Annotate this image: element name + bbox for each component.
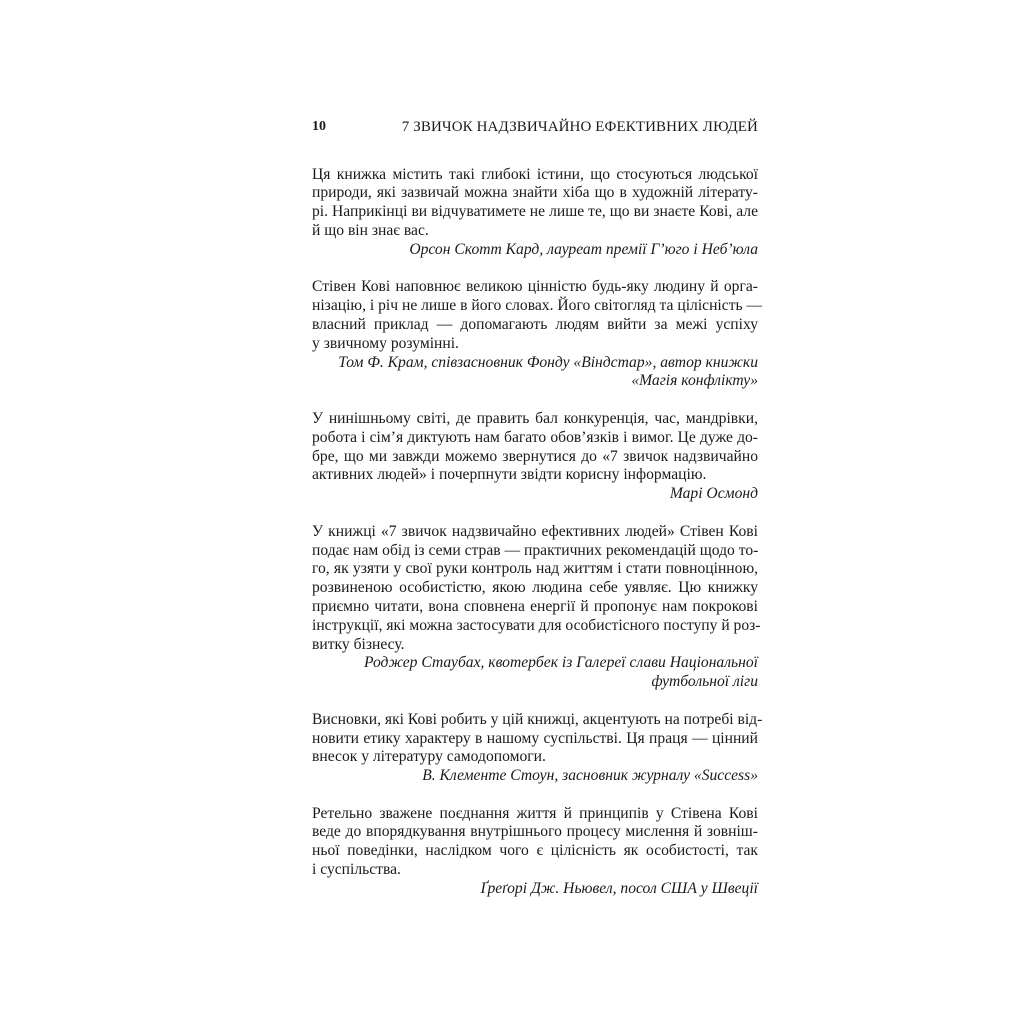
quote-text-line: У книжці «7 звичок надзвичайно ефективних людей» Стівен Кові [312, 522, 758, 540]
quote-attribution: Марі Осмонд [669, 485, 758, 503]
quote-attribution: футбольної ліги [651, 673, 758, 691]
quote-text-line: подає нам обід із семи страв — практичних рекомендацій щодо то- [312, 541, 759, 559]
quote-text-line: розвиненою особистістю, якою людина себе уявляє. Цю книжку [312, 579, 758, 597]
quote-text-line: Висновки, які Кові робить у цій книжці, акцентують на потребі від- [312, 710, 763, 728]
quote-block [312, 166, 758, 260]
quote-text-line: рі. Наприкінці ви відчуватимете не лише те, що ви знаєте Кові, але [312, 203, 758, 221]
quote-text-line: новити етику характеру в нашому суспільстві. Ця праця — цінний [312, 729, 758, 747]
quote-text-line: Ретельно зважене поєднання життя й принципів у Стівена Кові [312, 804, 758, 822]
quote-block [312, 410, 758, 504]
quote-text-line: Стівен Кові наповнює великою цінністю будь-яку людину й орга- [312, 278, 758, 296]
quote-attribution: Роджер Стаубах, квотербек із Галереї слави Національної [364, 654, 758, 672]
quote-text-line: активних людей» і почерпнути звідти корисну інформацію. [312, 466, 707, 484]
quote-block [312, 710, 763, 786]
page-number: 10 [312, 119, 326, 134]
quote-attribution: «Магія конфлікту» [631, 372, 758, 390]
praise-quotes [312, 165, 763, 918]
quote-attribution: В. Клементе Стоун, засновник журналу «Success» [422, 767, 758, 785]
quote-block [312, 522, 761, 692]
quote-text-line: У нинішньому світі, де править бал конкуренція, час, мандрівки, [312, 409, 758, 427]
quote-text-line: у звичному розумінні. [312, 334, 459, 352]
quote-text-line: приємно читати, вона сповнена енергії й пропонує нам покрокові [312, 597, 758, 615]
quote-text-line: робота і сім’я диктують нам багато обов’язків і вимог. Це дуже до- [312, 428, 758, 446]
quote-text-line: нізацію, і річ не лише в його словах. Його світогляд та цілісність — [312, 297, 763, 315]
quote-text-line: й що він знає вас. [312, 221, 429, 239]
quote-text-line: го, як узяти у свої руки контроль над життям і стати повноцінною, [312, 560, 758, 578]
quote-text-line: бре, що ми завжди можемо звернутися до «7 звичок надзвичайно [312, 447, 758, 465]
page-header [312, 117, 758, 137]
quote-text-line: ньої поведінки, наслідком чого є цілісність як особистості, так [312, 842, 758, 860]
quote-block [312, 805, 758, 899]
quote-text-line: власний приклад — допомагають людям вийти за межі успіху [312, 315, 758, 333]
quote-block [312, 278, 763, 391]
quote-attribution: Орсон Скотт Кард, лауреат премії Г’юго і Неб’юла [409, 240, 758, 258]
running-title: 7 ЗВИЧОК НАДЗВИЧАЙНО ЕФЕКТИВНИХ ЛЮДЕЙ [401, 119, 758, 135]
quote-text-line: витку бізнесу. [312, 635, 405, 653]
quote-attribution: Том Ф. Крам, співзасновник Фонду «Віндстар», автор книжки [338, 353, 758, 371]
quote-attribution: Ґреґорі Дж. Ньювел, посол США у Швеції [480, 879, 758, 897]
quote-text-line: Ця книжка містить такі глибокі істини, що стосуються людської [312, 165, 758, 183]
quote-text-line: інструкції, які можна застосувати для особистісного поступу й роз- [312, 616, 761, 634]
quote-text-line: і суспільства. [312, 861, 401, 879]
quote-text-line: веде до впорядкування внутрішнього процесу мислення й зовніш- [312, 823, 758, 841]
quote-text-line: внесок у літературу самодопомоги. [312, 748, 546, 766]
quote-text-line: природи, які зазвичай можна знайти хіба що в художній літерату- [312, 184, 758, 202]
